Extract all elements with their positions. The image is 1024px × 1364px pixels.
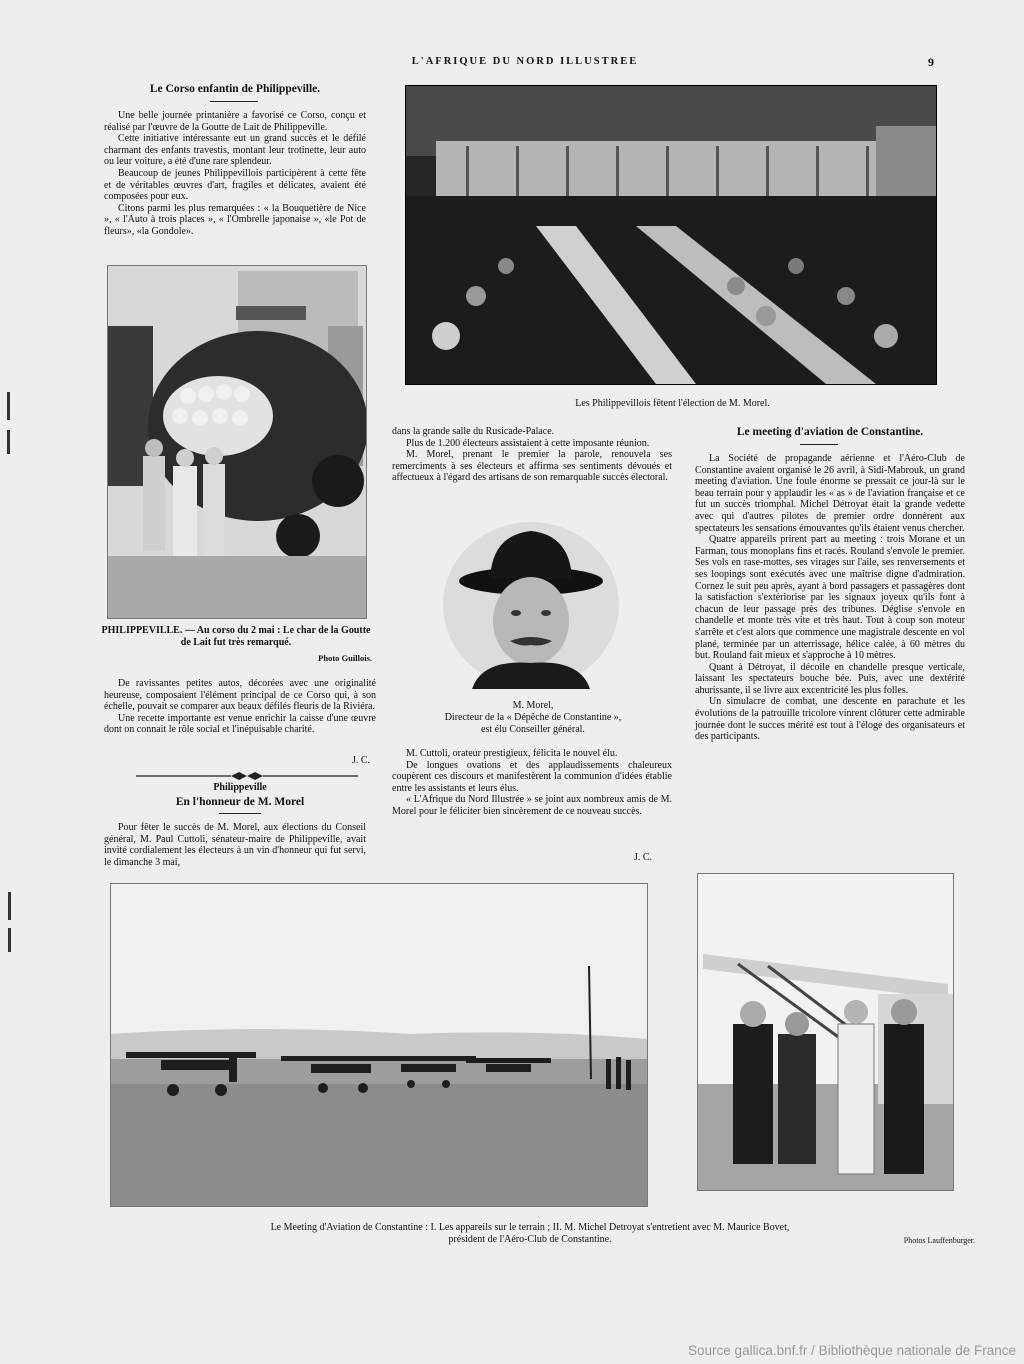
corso-photo — [107, 265, 367, 619]
portrait-caption-line: M. Morel, — [512, 700, 554, 711]
ornament-separator — [136, 768, 358, 778]
paragraph: Citons parmi les plus remarquées : « la Bouquetière de Nice », « l'Auto à trois places », « l'Ombrelle japonaise », «le Pot de fleurs», «la Gondole». — [104, 202, 366, 237]
corso-photo-caption: PHILIPPEVILLE. — Au corso du 2 mai : Le char de la Goutte de Lait fut très remarqué. — [101, 625, 371, 648]
corso-intro — [104, 110, 366, 238]
paragraph: Cette initiative intéressante eut un grand succès et le défilé charmant des enfants travestis, montant leur trotinette, leur auto ou leur voiture, a été d'une rare splendeur. — [104, 133, 366, 168]
meeting-text — [695, 453, 965, 743]
margin-mark — [7, 392, 10, 420]
meeting-title: Le meeting d'aviation de Constantine. — [736, 426, 924, 438]
running-title: L'AFRIQUE DU NORD ILLUSTREE — [411, 56, 639, 67]
morel-signature: J. C. — [633, 852, 652, 863]
portrait-caption — [392, 700, 674, 736]
banquet-photo-image — [406, 86, 936, 384]
source-footer: Source gallica.bnf.fr / Bibliothèque nationale de France — [688, 1343, 1016, 1358]
paragraph: « L'Afrique du Nord Illustrée » se joint aux nombreux amis de M. Morel pour le féliciter bien sincèrement de ce nouveau succès. — [392, 794, 672, 817]
margin-mark — [7, 430, 10, 454]
banquet-photo — [405, 85, 937, 385]
paragraph: dans la grande salle du Rusicade-Palace. — [392, 426, 555, 437]
title-rule — [219, 813, 261, 814]
aviation-caption-line: Le Meeting d'Aviation de Constantine : I. Les appareils sur le terrain ; II. M. Michel Detroyat s'entretient avec M. Maurice Bovet, — [270, 1222, 790, 1233]
detroyat-photo — [697, 873, 954, 1191]
paragraph: Une recette importante est venue enrichir la caisse d'une œuvre dont on connait le rôle social et l'inépuisable charité. — [104, 712, 376, 736]
paragraph: Pour fêter le succès de M. Morel, aux élections du Conseil général, M. Paul Cuttoli, sénateur-maire de Philippeville, avait invité cordialement les électeurs à un vin d'honneur qui fut servi, le dimanche 3 mai, — [104, 822, 366, 868]
airfield-photo-image — [111, 884, 647, 1206]
morel-part2 — [392, 426, 672, 484]
paragraph: De ravissantes petites autos, décorées avec une originalité heureuse, composaient l'élément principal de ce Corso qui, à son échelle, pouvait se comparer aux beaux défilés fleuris de la Riviéra. — [104, 678, 376, 713]
paragraph: Une belle journée printanière a favorisé ce Corso, conçu et réalisé par l'œuvre de la Goutte de Lait de Philippeville. — [104, 110, 366, 133]
corso-signature: J. C. — [351, 755, 370, 766]
corso-photo-credit: Photo Guillois. — [318, 653, 372, 663]
aviation-caption-line: président de l'Aéro-Club de Constantine. — [448, 1234, 612, 1245]
paragraph: La Société de propagande aérienne et l'Aéro-Club de Constantine avaient organisé le 26 avril, à Sidi-Mabrouk, un grand meeting d'aviation. Une foule énorme se pressait ce jour-là sur le beau terrain pour y applaudir les « as » de l'aviation française et ce fut un succès triomphal. Michel Détroyat était la grande vedette avec qui d'autres pilotes de premier ordre donnèrent aux spectateurs les sensations émouvantes qu'ils étaient venus chercher. — [695, 453, 965, 534]
paragraph: Plus de 1.200 électeurs assistaient à cette imposante réunion. — [406, 437, 650, 449]
paragraph: Un simulacre de combat, une descente en parachute et les évolutions de la patrouille tricolore vinrent clôturer cette admirable journée dont le succes mérité est tout à l'éloge des organisateurs et des participants. — [695, 696, 965, 743]
paragraph: Quatre appareils prirent part au meeting : trois Morane et un Farman, tous monoplans fins et racés. Rouland s'envole le premier. Ses vols en rase-mottes, ses virages sur l'aile, ses renversements et ses loopings sont exécutés avec une maîtrise digne d'admiration. Cornez le suit peu après, ayant à bord passagers et passagères dont la satisfaction s'extériorise par les signaux joyeux qu'ils font à chacun de leur passage près des tribunes. Déglise s'envole en chandelle et monte très vite et très haut. Tout à coup son moteur s'arrête et c'est alors que commence une magistrale descente en vol plané, terminée par un atterrissage, hélice calée, à 60 mètres du but. Rouland fait mieux et s'approche à 10 mètres. — [695, 534, 965, 662]
portrait-caption-line: est élu Conseiller général. — [481, 724, 585, 735]
morel-portrait-image — [442, 521, 620, 689]
paragraph: Quant à Détroyat, il décoile en chandelle presque verticale, laissant les spectateurs bouche bée. Puis, avec une dextérité ahurissante, il se livre aux excentricité les plus folles. — [695, 661, 965, 696]
morel-title: En l'honneur de M. Morel — [175, 796, 305, 808]
title-rule — [800, 444, 838, 445]
morel-portrait — [442, 521, 620, 689]
banquet-caption: Les Philippevillois fêtent l'élection de M. Morel. — [575, 398, 770, 409]
morel-kicker: Philippeville — [213, 782, 267, 793]
ornament-icon — [136, 771, 358, 781]
detroyat-photo-image — [698, 874, 953, 1190]
corso-continued — [104, 678, 376, 736]
portrait-caption-line: Directeur de la « Dépêche de Constantine », — [444, 712, 622, 723]
corso-photo-image — [108, 266, 366, 618]
corso-title: Le Corso enfantin de Philippeville. — [149, 83, 321, 95]
aviation-photo-credit: Photos Lauffenburger. — [903, 1236, 975, 1245]
page-number: 9 — [928, 55, 934, 69]
margin-mark — [8, 928, 11, 952]
margin-mark — [8, 892, 11, 920]
airfield-photo — [110, 883, 648, 1207]
morel-part3 — [392, 748, 672, 818]
paragraph: De longues ovations et des applaudissements chaleureux coupèrent ces discours et manifestèrent la communion d'idées établie entre les assistants et leurs élus. — [392, 759, 672, 794]
paragraph: Beaucoup de jeunes Philippevillois participèrent à cette fête et de véritables œuvres d'art, fragiles et délicates, avaient été composées pour eux. — [104, 167, 366, 203]
title-rule — [210, 101, 258, 102]
morel-part1 — [104, 822, 366, 868]
aviation-caption — [110, 1222, 950, 1246]
paragraph: M. Cuttoli, orateur prestigieux, félicita le nouvel élu. — [406, 748, 618, 759]
paragraph: M. Morel, prenant le premier la parole, renouvela ses remerciments à ses électeurs et affirma ses sentiments dévoués et affectueux à l'égard des artisans de son remarquable succès électoral. — [392, 449, 672, 484]
